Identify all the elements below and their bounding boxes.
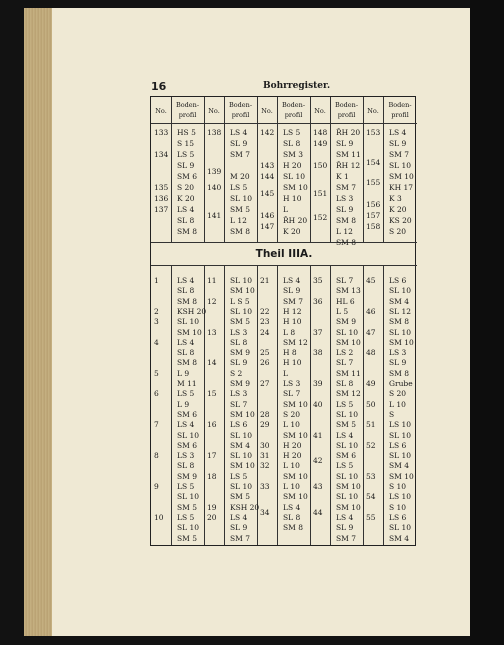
soil-profile-value: SM 10 [230,286,255,296]
soil-profile-value: S 20 [389,389,407,399]
soil-profile-value: LS 5 [177,150,195,159]
entry-number: 45 [366,276,376,285]
soil-profile-value: SL 10 [177,430,200,440]
entry-number: 36 [313,296,323,306]
soil-profile-value: H 10 [283,358,302,368]
soil-profile-value: LS 3 [336,194,354,203]
soil-profile-value: S 10 [389,482,407,491]
soil-profile-value: LS 3 [283,379,301,388]
soil-profile-value: SL 10 [177,523,200,533]
soil-profile-value: SL 9 [389,139,407,148]
header-no: No. [208,107,220,115]
no-divider [383,265,384,545]
soil-profile-value: ŘH 12 [336,161,361,170]
soil-profile-value: HS 5 [177,128,196,137]
soil-profile-value: SM 3 [283,150,303,159]
soil-profile-value: S 20 [283,409,301,419]
soil-profile-value: SM 4 [389,533,409,543]
entry-number: 47 [366,327,376,337]
header-no: No. [261,107,273,115]
entry-number: 50 [366,399,376,409]
soil-profile-value: SM 10 [230,461,255,471]
column-divider [363,265,364,545]
soil-profile-value: SM 8 [177,227,197,236]
soil-profile-value: SM 5 [230,317,250,327]
soil-profile-value: SM 9 [177,471,197,481]
entry-number: 6 [154,389,159,399]
soil-profile-value: H 20 [283,440,302,450]
soil-profile-value: SM 7 [336,533,356,543]
soil-profile-value: SM 5 [177,502,197,512]
entry-number: 55 [366,512,376,522]
soil-profile-value: SM 6 [177,172,197,181]
entry-number: 8 [154,451,159,461]
section-title: Theil IIIA. [255,248,313,260]
entry-number: 42 [313,456,323,466]
entry-number: 158 [366,221,381,231]
soil-profile-value: SM 10 [389,172,414,181]
entry-number: 28 [260,409,270,419]
entry-number: 23 [260,317,270,327]
soil-profile-value: HL 6 [336,296,355,306]
page-title: Bohrregister. [263,81,331,91]
soil-profile-value: LS 5 [177,389,195,399]
soil-profile-value: SM 6 [336,451,356,461]
soil-profile-value: SL 9 [230,358,248,368]
soil-profile-value: LS 3 [230,327,248,337]
no-divider [330,265,331,545]
soil-profile-value: H 10 [283,317,302,327]
soil-profile-value: SM 10 [283,183,308,192]
entry-number: 33 [260,482,270,491]
soil-profile-value: LS 4 [283,276,301,285]
entry-number: 39 [313,379,323,388]
soil-profile-value: SL 10 [336,471,359,481]
soil-profile-value: SL 9 [389,358,407,368]
entry-number: 135 [154,183,169,192]
entry-number: 5 [154,368,159,378]
soil-profile-value: M 11 [177,379,197,388]
entry-number: 143 [260,161,275,170]
entry-number: 34 [260,507,270,517]
soil-profile-value: L [283,205,288,214]
soil-profile-value: SM 8 [230,227,250,236]
entry-number: 48 [366,348,376,358]
soil-profile-value: SL 10 [389,451,412,461]
entry-number: 134 [154,150,169,159]
entry-number: 150 [313,161,328,170]
soil-profile-value: SM 7 [230,533,250,543]
soil-profile-value: SL 8 [177,461,195,471]
soil-profile-value: LS 4 [177,337,195,347]
soil-profile-value: SM 9 [230,348,250,358]
soil-profile-value: SL 9 [177,161,195,170]
entry-number: 141 [207,210,222,220]
register-table [150,96,416,546]
soil-profile-value: SL 10 [389,286,412,296]
soil-profile-value: LS 10 [389,492,412,502]
soil-profile-value: LS 4 [230,128,248,137]
soil-profile-value: SL 10 [177,317,200,327]
soil-profile-value: LS 4 [230,512,248,522]
soil-profile-value: SM 5 [336,420,356,430]
soil-profile-value: K 1 [336,172,349,181]
column-divider [310,97,311,242]
header-bodenprofil: Boden- profil [281,101,306,119]
soil-profile-value: LS 5 [230,183,248,192]
soil-profile-value: SL 10 [177,492,200,502]
soil-profile-value: SL 10 [283,172,306,181]
soil-profile-value: K 20 [283,227,301,236]
entry-number: 49 [366,379,376,388]
column-divider [310,265,311,545]
soil-profile-value: LS 6 [389,512,407,522]
entry-number: 136 [154,194,169,203]
soil-profile-value: SL 10 [336,492,359,502]
soil-profile-value: SM 10 [336,337,361,347]
soil-profile-value: SM 7 [230,150,250,159]
entry-number: 12 [207,296,217,306]
soil-profile-value: SL 10 [389,430,412,440]
soil-profile-value: LS 4 [177,420,195,430]
section-rule-top [151,242,417,243]
soil-profile-value: K 20 [389,205,407,214]
soil-profile-value: L 12 [336,227,353,236]
soil-profile-value: SL 10 [389,161,412,170]
header-bodenprofil: Boden- profil [388,101,412,119]
soil-profile-value: LS 6 [389,276,407,285]
soil-profile-value: SM 9 [336,317,356,327]
header-bodenprofil: Boden- profil [334,101,359,119]
soil-profile-value: SM 11 [336,368,361,378]
soil-profile-value: SM 4 [389,461,409,471]
book-binding-dark [470,0,504,645]
soil-profile-value: LS 5 [177,482,195,491]
soil-profile-value: SL 10 [336,327,359,337]
soil-profile-value: SL 10 [230,276,253,285]
soil-profile-value: SM 8 [177,358,197,368]
soil-profile-value: SM 10 [177,327,202,337]
soil-profile-value: KSH 20 [230,502,260,512]
column-divider [257,97,258,242]
soil-profile-value: H 12 [283,306,302,316]
entry-number: 31 [260,451,270,461]
soil-profile-value: SL 9 [336,139,354,148]
header-rule [151,123,417,124]
soil-profile-value: SM 7 [389,150,409,159]
soil-profile-value: SL 8 [283,512,301,522]
soil-profile-value: L 8 [283,327,296,337]
entry-number: 155 [366,177,381,187]
soil-profile-value: SL 10 [230,306,253,316]
soil-profile-value: SL 10 [336,440,359,450]
entry-number: 154 [366,157,381,167]
soil-profile-value: KH 17 [389,183,414,192]
entry-number: 29 [260,420,270,430]
entry-number: 35 [313,276,323,285]
entry-number: 149 [313,139,328,148]
entry-number: 18 [207,471,217,481]
soil-profile-value: LS 5 [230,471,248,481]
soil-profile-value: LS 4 [389,128,407,137]
soil-profile-value: SM 8 [389,368,409,378]
soil-profile-value: SM 10 [336,502,361,512]
entry-number: 11 [207,276,217,285]
soil-profile-value: SL 7 [336,276,354,285]
soil-profile-value: SM 8 [336,216,356,225]
entry-number: 30 [260,440,270,450]
entry-number: 41 [313,430,323,440]
soil-profile-value: SM 8 [177,296,197,306]
soil-profile-value: LS 3 [177,451,195,461]
soil-profile-value: ŘH 20 [283,216,308,225]
soil-profile-value: SM 13 [336,286,361,296]
soil-profile-value: L 5 [336,306,349,316]
soil-profile-value: SM 6 [177,409,197,419]
entry-number: 1 [154,276,159,285]
soil-profile-value: SM 4 [389,296,409,306]
soil-profile-value: SM 10 [389,337,414,347]
soil-profile-value: LS 5 [336,399,354,409]
soil-profile-value: SM 10 [230,409,255,419]
entry-number: 22 [260,306,270,316]
book-page-edges [24,8,54,636]
soil-profile-value: L 9 [177,399,190,409]
entry-number: 157 [366,210,381,220]
no-divider [171,265,172,545]
soil-profile-value: SM 7 [336,183,356,192]
soil-profile-value: SL 8 [336,379,354,388]
entry-number: 3 [154,317,159,327]
soil-profile-value: L [283,368,288,378]
soil-profile-value: LS 5 [283,128,301,137]
entry-number: 17 [207,451,217,461]
soil-profile-value: SL 9 [336,523,354,533]
entry-number: 24 [260,327,270,337]
soil-profile-value: SM 10 [336,482,361,491]
soil-profile-value: SM 5 [177,533,197,543]
soil-profile-value: SL 9 [230,523,248,533]
entry-number: 144 [260,172,275,181]
soil-profile-value: SM 6 [177,440,197,450]
entry-number: 133 [154,128,169,137]
entry-number: 151 [313,188,328,198]
soil-profile-value: M 20 [230,172,250,181]
soil-profile-value: SM 10 [283,430,308,440]
soil-profile-value: SL 10 [389,523,412,533]
soil-profile-value: LS 6 [389,440,407,450]
entry-number: 142 [260,128,275,137]
soil-profile-value: SM 4 [230,440,250,450]
entry-number: 40 [313,399,323,409]
entry-number: 51 [366,420,376,430]
soil-profile-value: SM 5 [230,205,250,214]
column-divider [204,97,205,242]
soil-profile-value: SM 12 [283,337,308,347]
entry-number: 53 [366,471,376,481]
soil-profile-value: LS 4 [177,276,195,285]
soil-profile-value: L 10 [283,420,300,430]
entry-number: 140 [207,183,222,192]
entry-number: 44 [313,507,323,517]
soil-profile-value: K 3 [389,194,402,203]
entry-number: 14 [207,358,217,368]
soil-profile-value: S 10 [389,502,407,512]
soil-profile-value: SM 8 [283,523,303,533]
entry-number: 38 [313,348,323,358]
soil-profile-value: KSH 20 [177,306,207,316]
entry-number: 153 [366,128,381,137]
soil-profile-value: S 20 [177,183,195,192]
header-bodenprofil: Boden- profil [228,101,253,119]
soil-profile-value: L 9 [177,368,190,378]
soil-profile-value: SM 10 [283,492,308,502]
soil-profile-value: S 20 [389,227,407,236]
soil-profile-value: L 10 [283,482,300,491]
header-no: No. [314,107,326,115]
column-divider [363,97,364,242]
entry-number: 137 [154,205,169,214]
soil-profile-value: SL 9 [336,205,354,214]
soil-profile-value: SL 10 [230,430,253,440]
entry-number: 21 [260,276,270,285]
soil-profile-value: SL 10 [230,482,253,491]
entry-number: 156 [366,199,381,209]
soil-profile-value: LS 6 [230,420,248,430]
soil-profile-value: LS 2 [336,348,354,358]
soil-profile-value: LS 5 [336,461,354,471]
entry-number: 16 [207,420,217,430]
entry-number: 20 [207,512,217,522]
soil-profile-value: SM 12 [336,389,361,399]
soil-profile-value: LS 4 [283,502,301,512]
entry-number: 4 [154,337,159,347]
soil-profile-value: LS 10 [389,420,412,430]
entry-number: 13 [207,327,217,337]
soil-profile-value: ŘH 20 [336,128,361,137]
entry-number: 27 [260,379,270,388]
soil-profile-value: SL 10 [336,409,359,419]
soil-profile-value: SL 8 [283,139,301,148]
soil-profile-value: KS 20 [389,216,412,225]
soil-profile-value: L S 5 [230,296,250,306]
soil-profile-value: SL 9 [230,139,248,148]
entry-number: 10 [154,512,164,522]
soil-profile-value: SL 9 [283,286,301,296]
soil-profile-value: SL 8 [177,216,195,225]
header-bodenprofil: Boden- profil [175,101,200,119]
soil-profile-value: LS 4 [177,205,195,214]
soil-profile-value: LS 3 [230,389,248,399]
entry-number: 138 [207,128,222,137]
entry-number: 37 [313,327,323,337]
section-rule-bottom [151,265,417,266]
entry-number: 52 [366,440,376,450]
soil-profile-value: SM 10 [283,471,308,481]
soil-profile-value: S [389,409,395,419]
soil-profile-value: SM 10 [283,399,308,409]
soil-profile-value: SM 8 [389,317,409,327]
soil-profile-value: SM 10 [389,471,414,481]
header-no: No. [367,107,379,115]
entry-number: 15 [207,389,217,399]
soil-profile-value: SL 7 [336,358,354,368]
soil-profile-value: SM 8 [336,238,356,247]
soil-profile-value: S 15 [177,139,195,148]
entry-number: 43 [313,482,323,491]
entry-number: 32 [260,461,270,471]
entry-number: 147 [260,221,275,231]
soil-profile-value: SL 12 [389,306,412,316]
soil-profile-value: LS 4 [336,430,354,440]
soil-profile-value: SL 8 [177,286,195,296]
soil-profile-value: H 10 [283,194,302,203]
soil-profile-value: H 20 [283,161,302,170]
entry-number: 146 [260,210,275,220]
entry-number: 19 [207,502,217,512]
entry-number: 54 [366,492,376,502]
soil-profile-value: LS 3 [389,348,407,358]
soil-profile-value: K 20 [177,194,195,203]
soil-profile-value: SM 5 [230,492,250,502]
soil-profile-value: H 20 [283,451,302,461]
no-divider [224,265,225,545]
soil-profile-value: H 8 [283,348,297,358]
entry-number: 139 [207,166,222,176]
entry-number: 25 [260,348,270,358]
soil-profile-value: S 2 [230,368,243,378]
entry-number: 145 [260,188,275,198]
soil-profile-value: SL 10 [389,327,412,337]
entry-number: 152 [313,212,328,222]
soil-profile-value: L 12 [230,216,247,225]
soil-profile-value: LS 4 [336,512,354,522]
soil-profile-value: SL 10 [230,451,253,461]
soil-profile-value: L 10 [389,399,406,409]
soil-profile-value: SM 11 [336,150,361,159]
soil-profile-value: SL 7 [283,389,301,399]
entry-number: 148 [313,128,328,137]
soil-profile-value: Grube [389,379,413,388]
page-number: 16 [151,80,167,93]
soil-profile-value: SM 9 [230,379,250,388]
entry-number: 2 [154,306,159,316]
soil-profile-value: SL 8 [177,348,195,358]
entry-number: 26 [260,358,270,368]
soil-profile-value: SL 8 [230,337,248,347]
soil-profile-value: SL 7 [230,399,248,409]
soil-profile-value: SL 10 [230,194,253,203]
header-no: No. [155,107,167,115]
soil-profile-value: L 10 [283,461,300,471]
soil-profile-value: SM 7 [283,296,303,306]
entry-number: 46 [366,306,376,316]
entry-number: 9 [154,482,159,491]
no-divider [277,265,278,545]
soil-profile-value: LS 5 [177,512,195,522]
entry-number: 7 [154,420,159,430]
